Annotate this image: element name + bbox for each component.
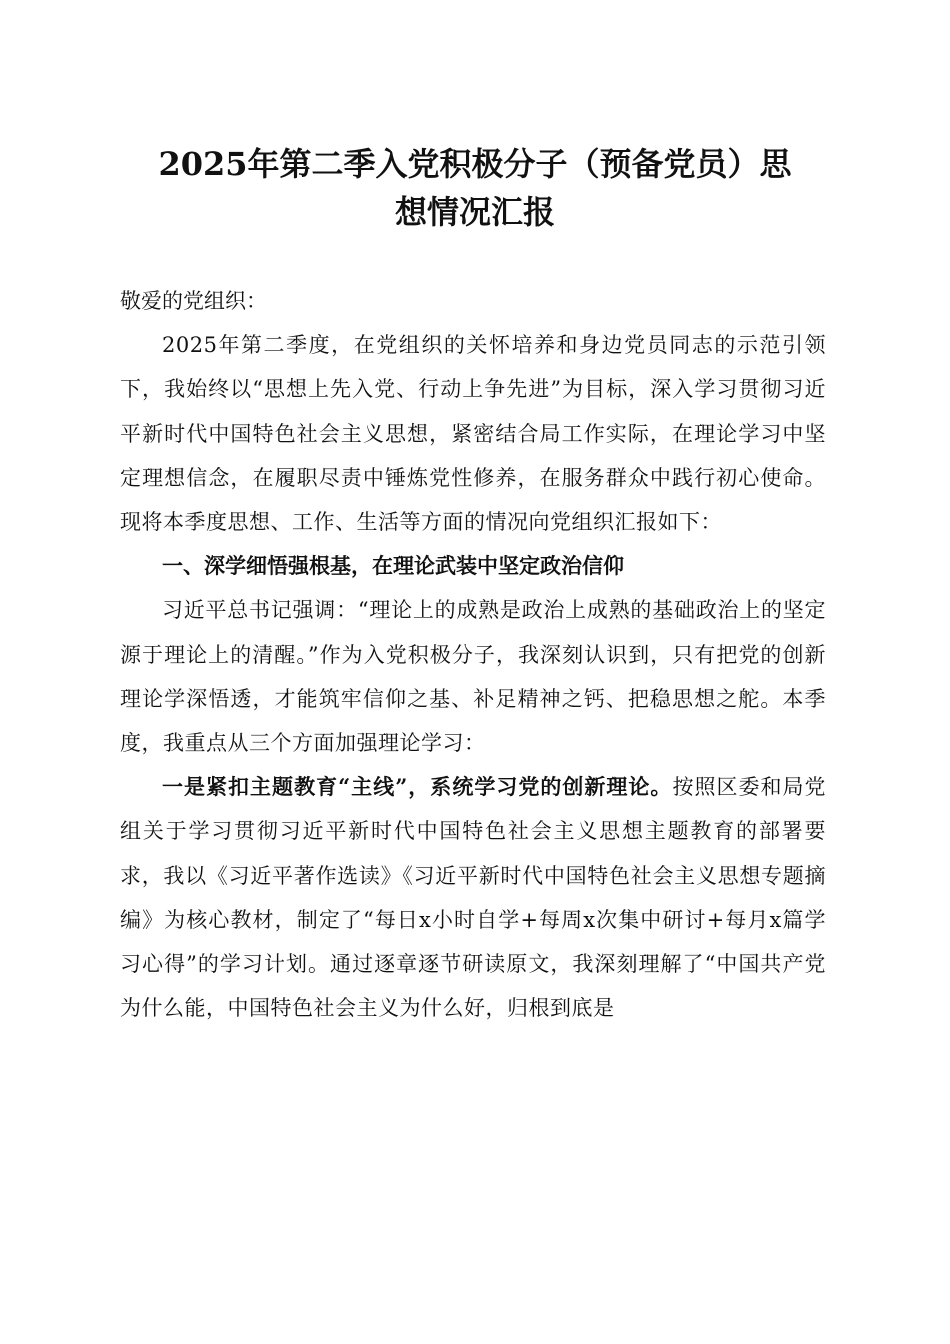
theory-paragraph: 习近平总书记强调：“理论上的成熟是政治上成熟的基础政治上的坚定源于理论上的清醒。”作为入党积极分子，我深刻认识到，只有把党的创新理论学深悟透，才能筑牢信仰之基、补足精神之钙、把稳思想之舵。本季度，我重点从三个方面加强理论学习：	[120, 598, 826, 756]
study-paragraph	[120, 765, 826, 1030]
study-paragraph-text: 按照区委和局党组关于学习贯彻习近平新时代中国特色社会主义思想主题教育的部署要求，我以《习近平著作选读》《习近平新时代中国特色社会主义思想专题摘编》为核心教材，制定了“每日x小时自学+每周x次集中研讨+每月x篇学习心得”的学习计划。通过逐章逐节研读原文，我深刻理解了“中国共产党为什么能，中国特色社会主义为什么好，归根到底是	[120, 775, 827, 1021]
document-title	[100, 140, 850, 236]
section-heading-1: 一、深学细悟强根基，在理论武装中坚定政治信仰	[162, 554, 624, 579]
title-line-2: 想情况汇报	[394, 193, 555, 231]
study-paragraph-lead: 一是紧扣主题教育“主线”，系统学习党的创新理论。	[162, 774, 673, 800]
document-body	[120, 279, 826, 1030]
intro-paragraph: 2025年第二季度，在党组织的关怀培养和身边党员同志的示范引领下，我始终以“思想上先入党、行动上争先进”为目标，深入学习贯彻习近平新时代中国特色社会主义思想，紧密结合局工作实际，在理论学习中坚定理想信念，在履职尽责中锤炼党性修养，在服务群众中践行初心使命。现将本季度思想、工作、生活等方面的情况向党组织汇报如下：	[120, 333, 826, 535]
salutation: 敬爱的党组织：	[120, 289, 267, 313]
title-line-1: 2025年第二季入党积极分子（预备党员）思	[158, 145, 792, 183]
